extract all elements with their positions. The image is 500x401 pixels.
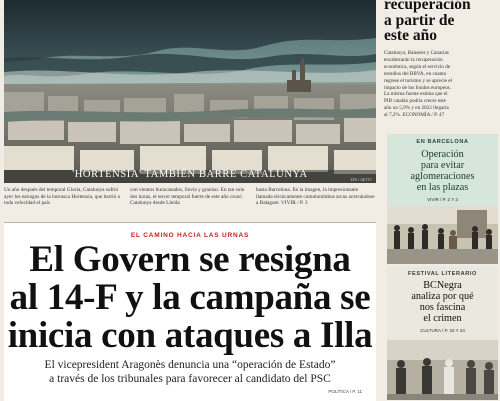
- body-line: al 7,2%. ECONOMÍA / P. 47: [384, 112, 445, 119]
- economy-body: [384, 50, 494, 119]
- photo-text-column: Un año después del temporal Gloria, Catalunya sufrió ayer los estragos de la borrasca Hortensia, que barrió a toda velocidad el país: [4, 187, 120, 207]
- storm-over-city-image: [4, 0, 376, 183]
- teaser-headline: [387, 280, 498, 324]
- headline-line: BCNegra: [423, 280, 462, 291]
- body-line: regrese el turismo y se aprecie el: [384, 77, 452, 84]
- photo-text-column: hasta Barcelona. En la imagen, la impresionante llamada técnicamente cumulonimbus arcus acercándose a Balaguer. VIVIR / P. 3: [256, 187, 375, 207]
- photo-description: [4, 187, 376, 207]
- headline-line: este año: [384, 27, 437, 44]
- festival-image: [387, 340, 498, 400]
- story-kicker: EL CAMINO HACIA LAS URNAS: [130, 232, 250, 239]
- section-reference: POLÍTICA / P. 11: [328, 389, 362, 394]
- crowd-photo: [387, 206, 498, 264]
- headline-line: al 14-F y la campaña se: [9, 277, 371, 318]
- headline-line: a partir de: [384, 11, 455, 29]
- headline-line: El Govern se resigna: [29, 239, 351, 280]
- teaser-label: FESTIVAL LITERARIO: [407, 271, 478, 277]
- body-line: año un 5,9% y en 2022 llegaría: [384, 105, 449, 112]
- hero-photo: [4, 0, 376, 183]
- body-line: Catalunya, Baleares y Canarias: [384, 50, 449, 56]
- photo-credit: EFE / GETTY: [350, 178, 372, 182]
- body-line: impacto de los fondos europeos.: [384, 84, 451, 91]
- crowd-image: [387, 206, 498, 264]
- story-subhead: [12, 358, 368, 386]
- festival-teaser[interactable]: [387, 266, 498, 400]
- headline-line: inicia con ataques a Illa: [7, 315, 373, 356]
- barcelona-teaser[interactable]: [387, 134, 498, 264]
- headline-line: aglomeraciones: [410, 171, 475, 182]
- subhead-line: a través de los tribunales para favorecer al candidato del PSC: [49, 373, 331, 385]
- teaser-reference: VIVIR / P. 2 Y 3: [427, 197, 458, 202]
- body-line: estudios del BBVA, en cuanto: [384, 70, 447, 77]
- teaser-headline: [387, 149, 498, 193]
- headline-line: en las plazas: [416, 182, 469, 193]
- headline-line: el crimen: [423, 313, 462, 324]
- body-line: encabezarán la recuperación: [384, 56, 443, 63]
- headline-line: nos fascina: [419, 302, 466, 313]
- teaser-reference: CULTURA / P. 33 Y 34: [420, 328, 465, 333]
- headline-line: para evitar: [420, 160, 465, 171]
- main-headline[interactable]: [4, 241, 376, 355]
- headline-line: recuperación: [384, 0, 471, 13]
- headline-line: Operación: [421, 149, 464, 160]
- body-line: PIB catalán podría crecer este: [384, 98, 446, 105]
- photo-caption: 'HORTENSIA' TAMBIÉN BARRE CATALUNYA: [72, 169, 308, 180]
- body-line: económica, según el servicio de: [384, 63, 451, 70]
- body-line: La misma fuente estima que el: [384, 91, 448, 98]
- main-story: [4, 222, 376, 401]
- economy-headline[interactable]: [384, 0, 471, 44]
- subhead-line: El vicepresident Aragonès denuncia una “operación de Estado”: [44, 359, 336, 371]
- photo-text-column: con vientos huracanados, lluvia y granizo. En tan solo dos horas, el tercer temporal fuerte de este año cruzó Catalunya desde Lleida: [130, 187, 245, 207]
- festival-photo: [387, 340, 498, 400]
- headline-line: analiza por qué: [411, 291, 474, 302]
- teaser-label: EN BARCELONA: [416, 139, 469, 145]
